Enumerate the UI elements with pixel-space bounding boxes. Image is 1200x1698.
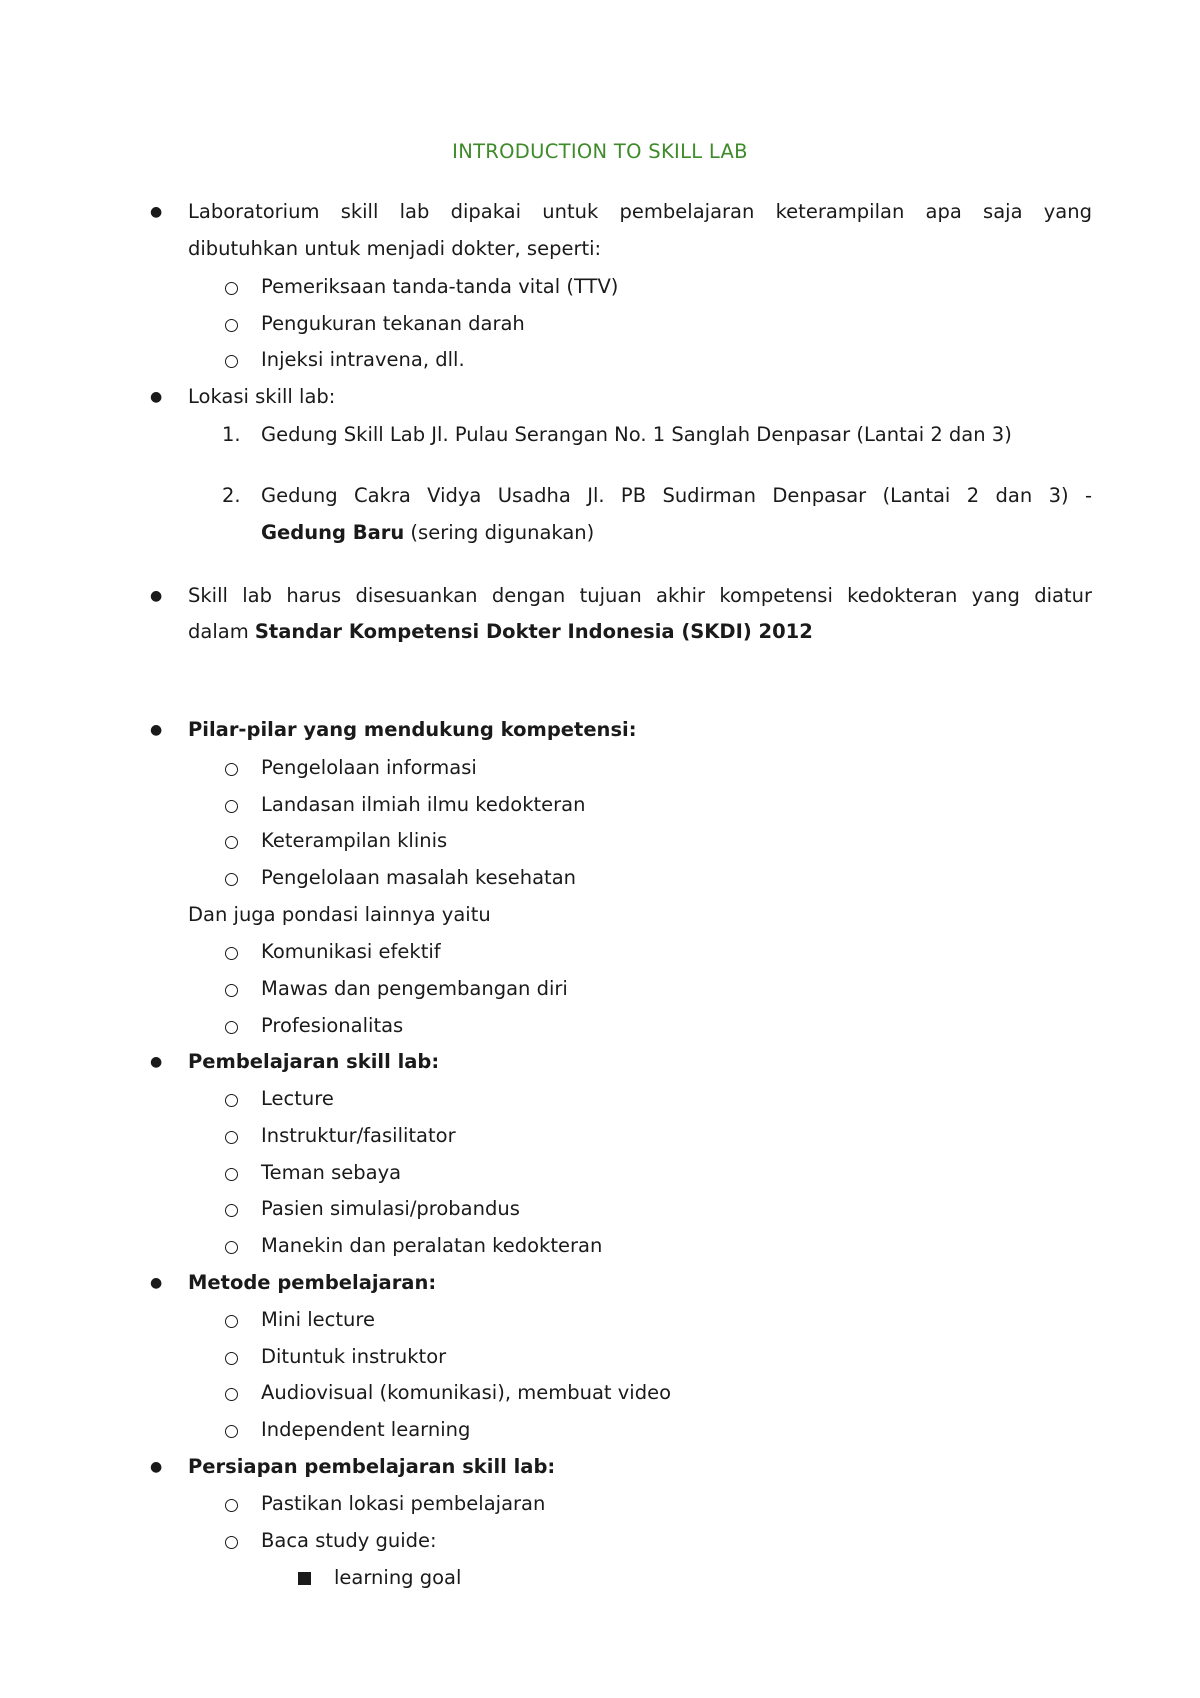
list-item: Dituntuk instruktor — [261, 1345, 447, 1368]
circle-bullet-icon — [225, 800, 238, 813]
circle-bullet-icon — [225, 1021, 238, 1034]
document-title: INTRODUCTION TO SKILL LAB — [452, 140, 748, 163]
paragraph-line: dibutuhkan untuk menjadi dokter, seperti: — [188, 237, 602, 260]
bullet-icon: ● — [150, 588, 163, 604]
paragraph-line — [188, 620, 813, 644]
list-item: Pengelolaan masalah kesehatan — [261, 866, 577, 889]
list-number: 1. — [222, 423, 241, 446]
plain-text: (sering digunakan) — [404, 521, 595, 544]
square-bullet-icon — [298, 1572, 311, 1585]
list-item: Instruktur/fasilitator — [261, 1124, 456, 1147]
list-item: Pasien simulasi/probandus — [261, 1197, 520, 1220]
circle-bullet-icon — [225, 1168, 238, 1181]
list-number: 2. — [222, 484, 241, 507]
bullet-icon: ● — [150, 1054, 163, 1070]
circle-bullet-icon — [225, 984, 238, 997]
circle-bullet-icon — [225, 319, 238, 332]
list-item: Pastikan lokasi pembelajaran — [261, 1492, 546, 1515]
list-item: Mawas dan pengembangan diri — [261, 977, 568, 1000]
list-item: Landasan ilmiah ilmu kedokteran — [261, 793, 586, 816]
circle-bullet-icon — [225, 1425, 238, 1438]
circle-bullet-icon — [225, 1131, 238, 1144]
bullet-icon: ● — [150, 722, 163, 738]
circle-bullet-icon — [225, 1241, 238, 1254]
circle-bullet-icon — [225, 873, 238, 886]
list-item: Pengelolaan informasi — [261, 756, 477, 779]
list-item: Keterampilan klinis — [261, 829, 448, 852]
list-item: Teman sebaya — [261, 1161, 402, 1184]
list-item: Pengukuran tekanan darah — [261, 312, 525, 335]
circle-bullet-icon — [225, 947, 238, 960]
list-item-continuation — [261, 521, 594, 545]
bold-text: Standar Kompetensi Dokter Indonesia (SKDI) 2012 — [254, 620, 813, 643]
circle-bullet-icon — [225, 1352, 238, 1365]
circle-bullet-icon — [225, 763, 238, 776]
section-heading: Persiapan pembelajaran skill lab: — [188, 1455, 556, 1478]
bullet-icon: ● — [150, 1459, 163, 1475]
list-item: Injeksi intravena, dll. — [261, 348, 465, 371]
bold-text: Gedung Baru — [261, 521, 405, 544]
circle-bullet-icon — [225, 1204, 238, 1217]
section-heading: Metode pembelajaran: — [188, 1271, 437, 1294]
list-item: Mini lecture — [261, 1308, 375, 1331]
bullet-icon: ● — [150, 1275, 163, 1291]
section-heading: Lokasi skill lab: — [188, 385, 336, 408]
sub-paragraph: Dan juga pondasi lainnya yaitu — [188, 903, 491, 926]
plain-text: dalam — [188, 620, 255, 643]
list-item: Profesionalitas — [261, 1014, 404, 1037]
paragraph-line: Skill lab harus disesuankan dengan tujuan akhir kompetensi kedokteran yang diatur — [188, 584, 1092, 607]
list-item: Manekin dan peralatan kedokteran — [261, 1234, 603, 1257]
list-item: Gedung Cakra Vidya Usadha Jl. PB Sudirman Denpasar (Lantai 2 dan 3) - — [261, 484, 1092, 507]
circle-bullet-icon — [225, 1094, 238, 1107]
section-heading: Pilar-pilar yang mendukung kompetensi: — [188, 718, 637, 741]
circle-bullet-icon — [225, 1536, 238, 1549]
list-item: Pemeriksaan tanda-tanda vital (TTV) — [261, 275, 619, 298]
list-item: Independent learning — [261, 1418, 471, 1441]
bullet-icon: ● — [150, 389, 163, 405]
sub-list-item: learning goal — [334, 1566, 462, 1589]
circle-bullet-icon — [225, 1315, 238, 1328]
circle-bullet-icon — [225, 1388, 238, 1401]
circle-bullet-icon — [225, 836, 238, 849]
list-item: Audiovisual (komunikasi), membuat video — [261, 1381, 671, 1404]
section-heading: Pembelajaran skill lab: — [188, 1050, 440, 1073]
list-item: Baca study guide: — [261, 1529, 437, 1552]
circle-bullet-icon — [225, 282, 238, 295]
circle-bullet-icon — [225, 1499, 238, 1512]
list-item: Gedung Skill Lab Jl. Pulau Serangan No. 1 Sanglah Denpasar (Lantai 2 dan 3) — [261, 423, 1012, 446]
list-item: Komunikasi efektif — [261, 940, 441, 963]
list-item: Lecture — [261, 1087, 334, 1110]
paragraph-line: Laboratorium skill lab dipakai untuk pembelajaran keterampilan apa saja yang — [188, 200, 1092, 223]
bullet-icon: ● — [150, 204, 163, 220]
circle-bullet-icon — [225, 355, 238, 368]
